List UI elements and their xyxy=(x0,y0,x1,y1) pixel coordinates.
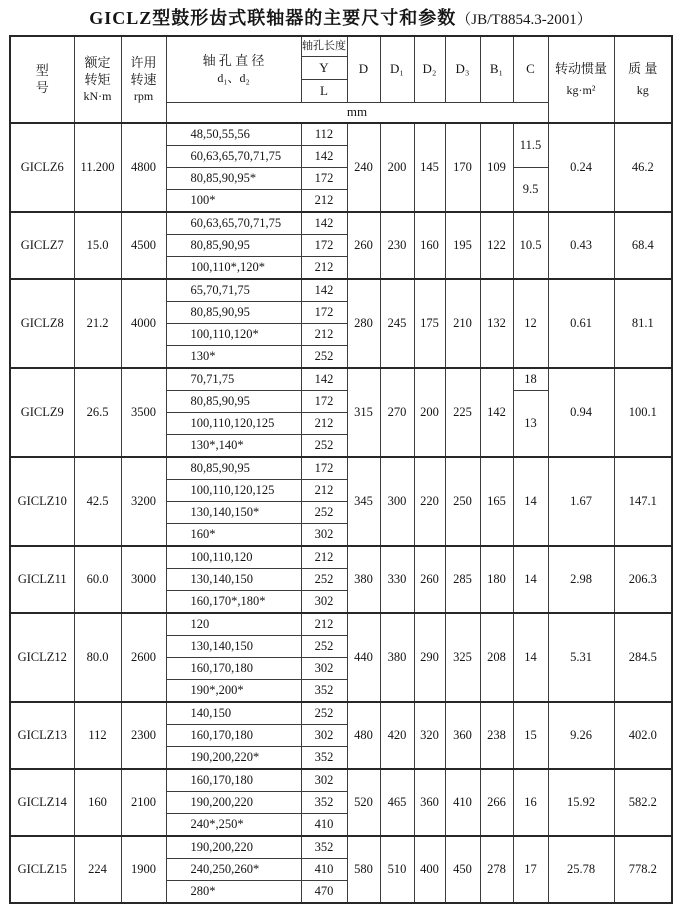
allowable-speed-cell: 2600 xyxy=(121,613,166,702)
spec-subrow xyxy=(10,613,672,636)
dim-D3-cell: 285 xyxy=(445,546,480,613)
bore-diameters-cell: 140,150 xyxy=(166,702,301,725)
dim-D2-cell: 360 xyxy=(414,769,445,836)
dim-D3-cell: 325 xyxy=(445,613,480,702)
bore-length-cell: 142 xyxy=(301,368,347,391)
dim-D2-cell: 220 xyxy=(414,457,445,546)
dim-D3-cell: 410 xyxy=(445,769,480,836)
spec-subrow xyxy=(10,836,672,859)
title-standard: （JB/T8854.3-2001） xyxy=(456,12,592,28)
dim-C-cell: 9.5 xyxy=(513,168,548,213)
inertia-cell: 0.94 xyxy=(548,368,614,457)
bore-diameters-cell: 130,140,150 xyxy=(166,569,301,591)
spec-subrow xyxy=(10,702,672,725)
inertia-cell: 2.98 xyxy=(548,546,614,613)
bore-length-cell: 142 xyxy=(301,279,347,302)
dim-D3-cell: 250 xyxy=(445,457,480,546)
header-row-1 xyxy=(10,36,672,57)
allowable-speed-cell: 3200 xyxy=(121,457,166,546)
dim-D2-cell: 320 xyxy=(414,702,445,769)
rated-torque-cell: 60.0 xyxy=(74,546,121,613)
dim-C-cell: 11.5 xyxy=(513,123,548,168)
bore-diameters-cell: 130*,140* xyxy=(166,435,301,458)
rated-torque-cell: 112 xyxy=(74,702,121,769)
allowable-speed-cell: 4800 xyxy=(121,123,166,212)
mass-cell: 147.1 xyxy=(614,457,672,546)
bore-length-cell: 172 xyxy=(301,168,347,190)
allowable-speed-cell: 2100 xyxy=(121,769,166,836)
bore-length-cell: 252 xyxy=(301,702,347,725)
dim-D1-cell: 200 xyxy=(380,123,414,212)
bore-length-cell: 252 xyxy=(301,636,347,658)
model-cell: GICLZ10 xyxy=(10,457,74,546)
model-cell: GICLZ12 xyxy=(10,613,74,702)
dim-D2-cell: 145 xyxy=(414,123,445,212)
dim-D-cell: 520 xyxy=(347,769,380,836)
dim-B1-cell: 266 xyxy=(480,769,513,836)
bore-length-cell: 352 xyxy=(301,792,347,814)
spec-subrow xyxy=(10,769,672,792)
bore-length-cell: 212 xyxy=(301,413,347,435)
rated-torque-cell: 11.200 xyxy=(74,123,121,212)
bore-length-cell: 302 xyxy=(301,591,347,614)
mass-cell: 100.1 xyxy=(614,368,672,457)
inertia-cell: 0.61 xyxy=(548,279,614,368)
bore-diameters-cell: 120 xyxy=(166,613,301,636)
bore-diameters-cell: 190,200,220* xyxy=(166,747,301,770)
bore-length-cell: 212 xyxy=(301,324,347,346)
model-cell: GICLZ7 xyxy=(10,212,74,279)
dim-B1-cell: 132 xyxy=(480,279,513,368)
bore-length-cell: 410 xyxy=(301,859,347,881)
dim-D-cell: 240 xyxy=(347,123,380,212)
rated-torque-cell: 224 xyxy=(74,836,121,903)
bore-diameters-cell: 280* xyxy=(166,881,301,904)
model-cell: GICLZ14 xyxy=(10,769,74,836)
dim-C-cell: 15 xyxy=(513,702,548,769)
spec-subrow xyxy=(10,368,672,391)
bore-diameters-cell: 190,200,220 xyxy=(166,836,301,859)
dim-B1-cell: 238 xyxy=(480,702,513,769)
bore-diameters-cell: 80,85,90,95 xyxy=(166,391,301,413)
dim-D2-cell: 290 xyxy=(414,613,445,702)
mass-cell: 81.1 xyxy=(614,279,672,368)
col-header-torque: 额定 转矩 kN·m xyxy=(74,36,121,123)
dim-C-cell: 14 xyxy=(513,546,548,613)
bore-diameters-cell: 48,50,55,56 xyxy=(166,123,301,146)
dim-D2-cell: 200 xyxy=(414,368,445,457)
bore-length-cell: 252 xyxy=(301,502,347,524)
spec-subrow xyxy=(10,123,672,146)
model-cell: GICLZ9 xyxy=(10,368,74,457)
bore-length-cell: 302 xyxy=(301,524,347,547)
spec-subrow xyxy=(10,546,672,569)
bore-length-cell: 302 xyxy=(301,725,347,747)
dim-D-cell: 345 xyxy=(347,457,380,546)
model-cell: GICLZ15 xyxy=(10,836,74,903)
bore-diameters-cell: 160* xyxy=(166,524,301,547)
bore-diameters-cell: 130,140,150 xyxy=(166,636,301,658)
dim-D1-cell: 230 xyxy=(380,212,414,279)
inertia-cell: 0.24 xyxy=(548,123,614,212)
col-header-C: C xyxy=(513,36,548,103)
dim-D1-cell: 270 xyxy=(380,368,414,457)
inertia-cell: 15.92 xyxy=(548,769,614,836)
bore-diameters-cell: 60,63,65,70,71,75 xyxy=(166,146,301,168)
bore-diameters-cell: 100,110,120,125 xyxy=(166,480,301,502)
bore-diameters-cell: 80,85,90,95 xyxy=(166,302,301,324)
bore-diameters-cell: 190,200,220 xyxy=(166,792,301,814)
dim-D3-cell: 170 xyxy=(445,123,480,212)
bore-diameters-cell: 65,70,71,75 xyxy=(166,279,301,302)
allowable-speed-cell: 1900 xyxy=(121,836,166,903)
unit-mm-cell: mm xyxy=(166,103,548,124)
bore-diameters-cell: 60,63,65,70,71,75 xyxy=(166,212,301,235)
inertia-cell: 0.43 xyxy=(548,212,614,279)
bore-length-cell: 212 xyxy=(301,546,347,569)
bore-length-cell: 112 xyxy=(301,123,347,146)
mass-cell: 402.0 xyxy=(614,702,672,769)
dim-D1-cell: 245 xyxy=(380,279,414,368)
title-main: GICLZ型鼓形齿式联轴器的主要尺寸和参数 xyxy=(89,8,457,28)
rated-torque-cell: 15.0 xyxy=(74,212,121,279)
bore-diameters-cell: 190*,200* xyxy=(166,680,301,703)
rated-torque-cell: 26.5 xyxy=(74,368,121,457)
dim-C-cell: 17 xyxy=(513,836,548,903)
bore-length-cell: 212 xyxy=(301,190,347,213)
bore-diameters-cell: 80,85,90,95 xyxy=(166,457,301,480)
bore-diameters-cell: 160,170,180 xyxy=(166,725,301,747)
bore-length-cell: 212 xyxy=(301,613,347,636)
col-header-D1: D₁ xyxy=(380,36,414,103)
bore-length-cell: 172 xyxy=(301,235,347,257)
inertia-cell: 25.78 xyxy=(548,836,614,903)
bore-diameters-cell: 160,170,180 xyxy=(166,769,301,792)
dim-D1-cell: 465 xyxy=(380,769,414,836)
dim-D2-cell: 260 xyxy=(414,546,445,613)
bore-diameters-cell: 100,110,120,125 xyxy=(166,413,301,435)
inertia-cell: 9.26 xyxy=(548,702,614,769)
dim-B1-cell: 208 xyxy=(480,613,513,702)
rated-torque-cell: 21.2 xyxy=(74,279,121,368)
mass-cell: 582.2 xyxy=(614,769,672,836)
dim-D-cell: 315 xyxy=(347,368,380,457)
bore-length-cell: 302 xyxy=(301,769,347,792)
allowable-speed-cell: 2300 xyxy=(121,702,166,769)
dim-C-cell: 14 xyxy=(513,457,548,546)
col-header-bore-diameter: 轴 孔 直 径 d₁、d₂ xyxy=(166,36,301,103)
bore-diameters-cell: 240,250,260* xyxy=(166,859,301,881)
bore-length-cell: 252 xyxy=(301,569,347,591)
inertia-cell: 1.67 xyxy=(548,457,614,546)
bore-diameters-cell: 70,71,75 xyxy=(166,368,301,391)
bore-diameters-cell: 130* xyxy=(166,346,301,369)
dim-D3-cell: 360 xyxy=(445,702,480,769)
dim-D2-cell: 175 xyxy=(414,279,445,368)
col-header-D2: D₂ xyxy=(414,36,445,103)
col-header-bore-length: 轴孔长度 xyxy=(301,36,347,57)
bore-length-cell: 142 xyxy=(301,212,347,235)
bore-diameters-cell: 160,170,180 xyxy=(166,658,301,680)
bore-diameters-cell: 100,110*,120* xyxy=(166,257,301,280)
dim-D-cell: 380 xyxy=(347,546,380,613)
bore-diameters-cell: 100* xyxy=(166,190,301,213)
allowable-speed-cell: 4500 xyxy=(121,212,166,279)
dim-C-cell: 13 xyxy=(513,391,548,458)
page-title xyxy=(9,4,672,30)
bore-diameters-cell: 240*,250* xyxy=(166,814,301,837)
model-cell: GICLZ8 xyxy=(10,279,74,368)
dim-B1-cell: 109 xyxy=(480,123,513,212)
dim-C-cell: 14 xyxy=(513,613,548,702)
col-header-speed: 许用 转速 rpm xyxy=(121,36,166,123)
mass-cell: 68.4 xyxy=(614,212,672,279)
col-header-model: 型 号 xyxy=(10,36,74,123)
spec-subrow xyxy=(10,212,672,235)
bore-diameters-cell: 80,85,90,95* xyxy=(166,168,301,190)
dim-B1-cell: 165 xyxy=(480,457,513,546)
col-header-length-Y: Y xyxy=(301,57,347,80)
dim-D3-cell: 195 xyxy=(445,212,480,279)
coupling-spec-table xyxy=(9,35,673,904)
bore-length-cell: 470 xyxy=(301,881,347,904)
bore-length-cell: 252 xyxy=(301,346,347,369)
bore-length-cell: 212 xyxy=(301,257,347,280)
mass-cell: 46.2 xyxy=(614,123,672,212)
dim-B1-cell: 180 xyxy=(480,546,513,613)
bore-length-cell: 172 xyxy=(301,391,347,413)
dim-C-cell: 12 xyxy=(513,279,548,368)
mass-cell: 284.5 xyxy=(614,613,672,702)
spec-subrow xyxy=(10,279,672,302)
bore-diameters-cell: 130,140,150* xyxy=(166,502,301,524)
dim-C-cell: 10.5 xyxy=(513,212,548,279)
dim-D1-cell: 330 xyxy=(380,546,414,613)
model-cell: GICLZ13 xyxy=(10,702,74,769)
col-header-inertia: 转动惯量 kg·m² xyxy=(548,36,614,123)
col-header-D: D xyxy=(347,36,380,103)
bore-length-cell: 172 xyxy=(301,302,347,324)
model-cell: GICLZ11 xyxy=(10,546,74,613)
bore-length-cell: 410 xyxy=(301,814,347,837)
dim-D2-cell: 400 xyxy=(414,836,445,903)
bore-length-cell: 172 xyxy=(301,457,347,480)
dim-D-cell: 440 xyxy=(347,613,380,702)
col-header-mass: 质 量 kg xyxy=(614,36,672,123)
spec-table-body xyxy=(10,123,672,903)
dim-C-cell: 16 xyxy=(513,769,548,836)
col-header-D3: D₃ xyxy=(445,36,480,103)
dim-D-cell: 580 xyxy=(347,836,380,903)
bore-diameters-cell: 160,170*,180* xyxy=(166,591,301,614)
allowable-speed-cell: 3500 xyxy=(121,368,166,457)
mass-cell: 778.2 xyxy=(614,836,672,903)
dim-C-cell: 18 xyxy=(513,368,548,391)
rated-torque-cell: 80.0 xyxy=(74,613,121,702)
dim-B1-cell: 142 xyxy=(480,368,513,457)
bore-diameters-cell: 80,85,90,95 xyxy=(166,235,301,257)
bore-length-cell: 302 xyxy=(301,658,347,680)
bore-length-cell: 352 xyxy=(301,836,347,859)
model-cell: GICLZ6 xyxy=(10,123,74,212)
inertia-cell: 5.31 xyxy=(548,613,614,702)
col-header-B1: B₁ xyxy=(480,36,513,103)
dim-D-cell: 260 xyxy=(347,212,380,279)
col-header-length-L: L xyxy=(301,80,347,103)
bore-length-cell: 352 xyxy=(301,680,347,703)
bore-length-cell: 252 xyxy=(301,435,347,458)
rated-torque-cell: 42.5 xyxy=(74,457,121,546)
dim-D1-cell: 420 xyxy=(380,702,414,769)
dim-D-cell: 280 xyxy=(347,279,380,368)
dim-D1-cell: 300 xyxy=(380,457,414,546)
dim-D3-cell: 450 xyxy=(445,836,480,903)
dim-D3-cell: 210 xyxy=(445,279,480,368)
dim-D2-cell: 160 xyxy=(414,212,445,279)
bore-diameters-cell: 100,110,120 xyxy=(166,546,301,569)
dim-D-cell: 480 xyxy=(347,702,380,769)
dim-D1-cell: 380 xyxy=(380,613,414,702)
dim-D1-cell: 510 xyxy=(380,836,414,903)
dim-B1-cell: 122 xyxy=(480,212,513,279)
bore-length-cell: 352 xyxy=(301,747,347,770)
rated-torque-cell: 160 xyxy=(74,769,121,836)
bore-diameters-cell: 100,110,120* xyxy=(166,324,301,346)
dim-B1-cell: 278 xyxy=(480,836,513,903)
spec-subrow xyxy=(10,457,672,480)
allowable-speed-cell: 3000 xyxy=(121,546,166,613)
bore-length-cell: 212 xyxy=(301,480,347,502)
mass-cell: 206.3 xyxy=(614,546,672,613)
allowable-speed-cell: 4000 xyxy=(121,279,166,368)
bore-length-cell: 142 xyxy=(301,146,347,168)
dim-D3-cell: 225 xyxy=(445,368,480,457)
